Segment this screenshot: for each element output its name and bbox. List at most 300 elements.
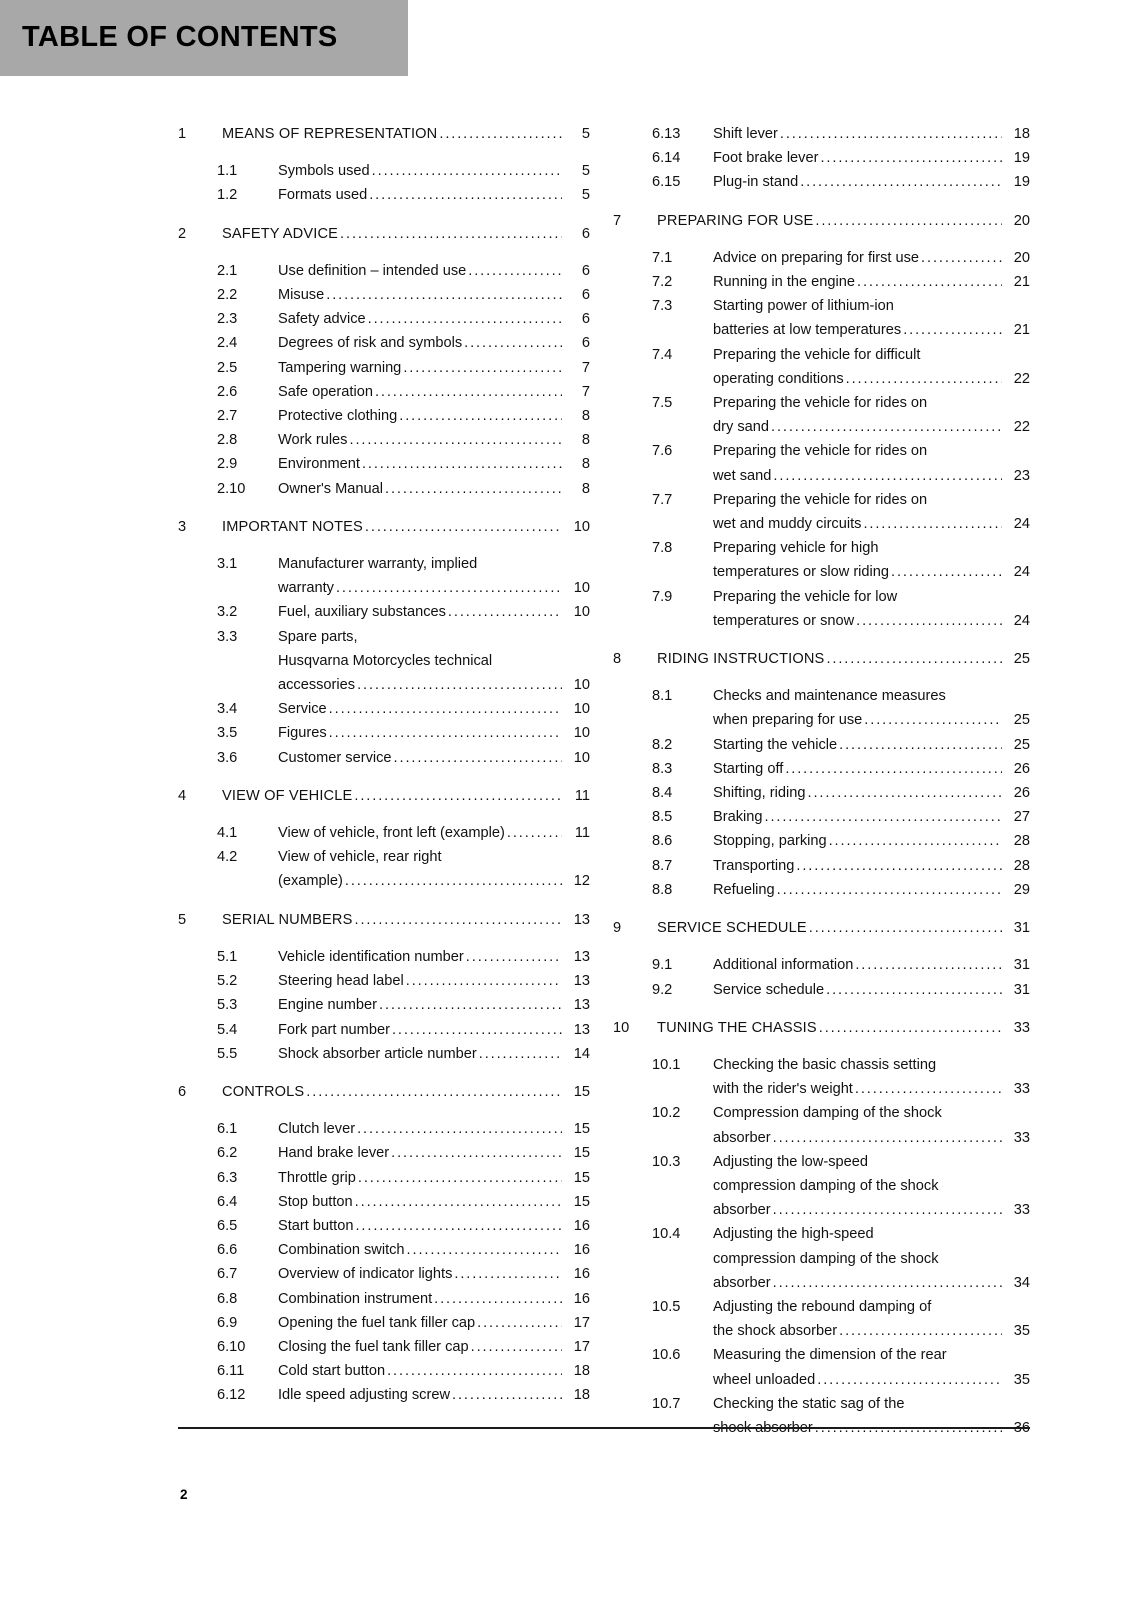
toc-entry-line (713, 757, 1030, 781)
toc-entry-page: 15 (573, 1169, 590, 1186)
toc-entry-page: 8 (581, 456, 590, 473)
toc-entry-title: Manufacturer warranty, implied (278, 556, 478, 573)
toc-leader-dots (921, 246, 1002, 270)
toc-column-right (613, 122, 1030, 1440)
toc-section-entry[interactable] (613, 1295, 1030, 1343)
toc-entry-line (278, 283, 590, 307)
toc-entry-line (713, 439, 1030, 463)
toc-section-entry[interactable] (613, 757, 1030, 781)
toc-entry-number: 6.1 (217, 1121, 238, 1138)
toc-chapter-entry[interactable] (178, 908, 590, 932)
toc-section-entry[interactable] (178, 283, 590, 307)
toc-entry-number: 10.4 (652, 1226, 681, 1243)
toc-entry-title: Cold start button (278, 1363, 386, 1380)
toc-entry-body (222, 515, 590, 539)
toc-section-entry[interactable] (178, 1262, 590, 1286)
toc-section-entry[interactable] (178, 1018, 590, 1042)
toc-entry-title: PREPARING FOR USE (657, 212, 814, 229)
toc-entry-title: Figures (278, 725, 327, 742)
toc-entry-line (713, 1295, 1030, 1319)
toc-section-entry[interactable] (613, 294, 1030, 342)
toc-leader-dots (826, 647, 1002, 671)
toc-entry-page: 15 (573, 1121, 590, 1138)
toc-entry-title: Preparing the vehicle for rides on (713, 395, 928, 412)
toc-entry-body (713, 146, 1030, 170)
toc-section-entry[interactable] (178, 721, 590, 745)
toc-entry-page: 15 (573, 1083, 590, 1100)
toc-entry-page: 11 (574, 825, 590, 842)
toc-entry-title: compression damping of the shock (713, 1250, 939, 1267)
toc-entry-title: shock absorber (713, 1419, 813, 1436)
toc-entry-line (278, 1383, 590, 1407)
toc-entry-page: 7 (581, 383, 590, 400)
toc-leader-dots (856, 609, 1002, 633)
toc-entry-page: 10 (573, 749, 590, 766)
toc-entry-body (713, 978, 1030, 1002)
toc-entry-body (222, 122, 590, 146)
toc-entry-number: 10.1 (652, 1056, 681, 1073)
toc-chapter-entry[interactable] (613, 209, 1030, 233)
toc-section-entry[interactable] (178, 331, 590, 355)
toc-entry-line (713, 536, 1030, 560)
toc-entry-line (713, 464, 1030, 488)
toc-leader-dots (368, 307, 562, 331)
toc-entry-number: 6.2 (217, 1145, 238, 1162)
toc-entry-number: 4.1 (217, 825, 238, 842)
toc-leader-dots (839, 1319, 1002, 1343)
toc-section-entry[interactable] (613, 270, 1030, 294)
toc-section-entry[interactable] (613, 1343, 1030, 1391)
toc-entry-body (278, 1335, 590, 1359)
toc-entry-number: 6.15 (652, 174, 681, 191)
toc-entry-line (278, 1117, 590, 1141)
toc-entry-title: Fork part number (278, 1021, 390, 1038)
toc-chapter-entry[interactable] (178, 515, 590, 539)
toc-entry-number: 6.13 (652, 126, 681, 142)
toc-entry-page: 10 (573, 604, 590, 621)
toc-section-entry[interactable] (178, 945, 590, 969)
toc-entry-number: 10.7 (652, 1395, 681, 1412)
toc-entry-number: 6.8 (217, 1290, 238, 1307)
toc-section-entry[interactable] (613, 1101, 1030, 1149)
toc-chapter-entry[interactable] (178, 222, 590, 246)
toc-entry-page: 7 (581, 359, 590, 376)
toc-entry-body (278, 821, 590, 845)
toc-leader-dots (448, 600, 562, 624)
toc-entry-number: 10.5 (652, 1298, 681, 1315)
toc-entry-line (278, 1214, 590, 1238)
toc-entry-line (278, 452, 590, 476)
toc-entry-number: 7 (613, 212, 622, 229)
toc-entry-line (713, 1101, 1030, 1125)
toc-section-entry[interactable] (178, 821, 590, 845)
toc-entry-page: 10 (573, 580, 590, 597)
toc-entry-title: Husqvarna Motorcycles technical (278, 652, 493, 669)
toc-entry-page: 19 (1013, 150, 1030, 167)
toc-entry-title: SERVICE SCHEDULE (657, 920, 807, 937)
toc-entry-number: 2 (178, 225, 187, 242)
toc-entry-number: 6.7 (217, 1266, 238, 1283)
toc-chapter-entry[interactable] (613, 916, 1030, 940)
toc-section-entry[interactable] (613, 805, 1030, 829)
toc-entry-title: Measuring the dimension of the rear (713, 1347, 947, 1364)
toc-entry-title: Idle speed adjusting screw (278, 1387, 450, 1404)
toc-entry-body (278, 969, 590, 993)
toc-leader-dots (857, 270, 1002, 294)
toc-section-entry[interactable] (178, 259, 590, 283)
toc-entry-title: wet sand (713, 467, 772, 484)
toc-entry-number: 9.2 (652, 981, 673, 998)
toc-entry-title: SERIAL NUMBERS (222, 911, 353, 928)
toc-entry-line (713, 805, 1030, 829)
toc-entry-line (713, 978, 1030, 1002)
toc-section-entry[interactable] (613, 585, 1030, 633)
toc-entry-body (222, 908, 590, 932)
toc-entry-title: Running in the engine (713, 274, 855, 291)
toc-section-entry[interactable] (613, 878, 1030, 902)
toc-entry-page: 10 (573, 518, 590, 535)
toc-section-entry[interactable] (613, 391, 1030, 439)
toc-entry-number: 6.14 (652, 150, 681, 167)
toc-section-entry[interactable] (178, 1359, 590, 1383)
toc-entry-line (278, 625, 590, 649)
footer-divider (178, 1427, 1030, 1429)
toc-section-entry[interactable] (178, 845, 590, 893)
toc-entry-body (278, 307, 590, 331)
toc-entry-line (713, 146, 1030, 170)
toc-leader-dots (329, 697, 562, 721)
toc-section-entry[interactable] (613, 829, 1030, 853)
toc-entry-body (657, 647, 1030, 671)
toc-entry-line (278, 969, 590, 993)
toc-entry-body (278, 1238, 590, 1262)
toc-section-entry[interactable] (178, 356, 590, 380)
toc-leader-dots (773, 1271, 1002, 1295)
toc-entry-page: 33 (1013, 1129, 1030, 1146)
toc-entry-page: 5 (581, 163, 590, 180)
toc-entry-body (278, 1141, 590, 1165)
toc-entry-line (222, 222, 590, 246)
toc-section-entry[interactable] (178, 452, 590, 476)
toc-entry-title: TUNING THE CHASSIS (657, 1019, 817, 1036)
toc-entry-title: MEANS OF REPRESENTATION (222, 126, 438, 142)
toc-leader-dots (399, 404, 562, 428)
toc-section-entry[interactable] (613, 781, 1030, 805)
toc-entry-number: 5 (178, 911, 187, 928)
toc-leader-dots (855, 953, 1002, 977)
toc-entry-line (713, 560, 1030, 584)
toc-entry-number: 8.5 (652, 809, 673, 826)
toc-entry-title: Starting power of lithium-ion (713, 298, 894, 315)
toc-entry-line (713, 1247, 1030, 1271)
toc-entry-number: 2.5 (217, 359, 238, 376)
toc-leader-dots (809, 916, 1002, 940)
toc-section-entry[interactable] (613, 488, 1030, 536)
toc-section-entry[interactable] (178, 1383, 590, 1407)
toc-section-entry[interactable] (178, 1166, 590, 1190)
toc-entry-line (713, 684, 1030, 708)
toc-leader-dots (357, 1117, 562, 1141)
toc-section-entry[interactable] (178, 1141, 590, 1165)
toc-entry-page: 10 (573, 677, 590, 694)
toc-section-entry[interactable] (613, 684, 1030, 732)
toc-entry-body (278, 1190, 590, 1214)
toc-entry-title: Preparing the vehicle for low (713, 588, 898, 605)
toc-entry-number: 8.6 (652, 833, 673, 850)
toc-section-entry[interactable] (613, 1150, 1030, 1223)
toc-entry-number: 10 (613, 1019, 630, 1036)
toc-entry-page: 25 (1013, 651, 1030, 668)
toc-section-entry[interactable] (613, 343, 1030, 391)
toc-entry-line (278, 993, 590, 1017)
toc-entry-body (713, 878, 1030, 902)
toc-entry-number: 6.11 (217, 1363, 245, 1380)
toc-section-entry[interactable] (178, 1311, 590, 1335)
toc-section-entry[interactable] (178, 600, 590, 624)
toc-leader-dots (764, 805, 1002, 829)
toc-entry-number: 10.2 (652, 1105, 681, 1122)
toc-entry-title: operating conditions (713, 370, 844, 387)
toc-entry-number: 2.7 (217, 408, 238, 425)
toc-entry-line (713, 1174, 1030, 1198)
toc-entry-title: warranty (278, 580, 334, 597)
toc-leader-dots (796, 854, 1002, 878)
toc-entry-page: 15 (573, 1193, 590, 1210)
toc-entry-body (278, 428, 590, 452)
toc-section-entry[interactable] (613, 122, 1030, 146)
toc-section-entry[interactable] (178, 746, 590, 770)
toc-entry-line (278, 746, 590, 770)
toc-leader-dots (406, 969, 562, 993)
toc-entry-body (713, 1392, 1030, 1440)
toc-entry-page: 21 (1013, 322, 1030, 339)
toc-entry-number: 3.5 (217, 725, 238, 742)
toc-entry-title: Combination instrument (278, 1290, 433, 1307)
toc-entry-line (278, 356, 590, 380)
toc-leader-dots (358, 1166, 562, 1190)
toc-entry-number: 7.2 (652, 274, 673, 291)
toc-entry-body (278, 1262, 590, 1286)
toc-leader-dots (349, 428, 562, 452)
toc-entry-body (713, 1222, 1030, 1295)
toc-section-entry[interactable] (178, 1042, 590, 1066)
toc-chapter-entry[interactable] (613, 647, 1030, 671)
toc-section-entry[interactable] (613, 1053, 1030, 1101)
toc-entry-number: 6.9 (217, 1314, 238, 1331)
toc-entry-body (713, 585, 1030, 633)
toc-section-entry[interactable] (178, 307, 590, 331)
toc-entry-line (713, 708, 1030, 732)
toc-entry-line (278, 428, 590, 452)
toc-entry-title: Overview of indicator lights (278, 1266, 453, 1283)
toc-entry-body (278, 721, 590, 745)
toc-entry-line (713, 1126, 1030, 1150)
toc-entry-title: Additional information (713, 957, 854, 974)
toc-section-entry[interactable] (613, 733, 1030, 757)
toc-entry-body (713, 391, 1030, 439)
toc-section-entry[interactable] (178, 993, 590, 1017)
toc-section-entry[interactable] (178, 159, 590, 183)
toc-section-entry[interactable] (178, 969, 590, 993)
toc-entry-title: Symbols used (278, 163, 370, 180)
toc-chapter-entry[interactable] (178, 1080, 590, 1104)
toc-entry-body (278, 1166, 590, 1190)
toc-chapter-entry[interactable] (613, 1016, 1030, 1040)
toc-section-entry[interactable] (613, 1392, 1030, 1440)
toc-entry-body (278, 1117, 590, 1141)
toc-entry-title: Transporting (713, 857, 795, 874)
toc-entry-page: 24 (1013, 516, 1030, 533)
toc-entry-number: 6.6 (217, 1242, 238, 1259)
toc-entry-body (713, 1150, 1030, 1223)
toc-section-entry[interactable] (613, 854, 1030, 878)
toc-entry-title: dry sand (713, 419, 769, 436)
toc-entry-title: Use definition – intended use (278, 262, 467, 279)
toc-leader-dots (855, 1077, 1002, 1101)
toc-entry-number: 1.2 (217, 187, 238, 204)
toc-entry-page: 28 (1013, 857, 1030, 874)
toc-leader-dots (819, 1016, 1002, 1040)
toc-entry-title: the shock absorber (713, 1323, 838, 1340)
toc-entry-line (713, 829, 1030, 853)
toc-entry-line (278, 1335, 590, 1359)
toc-section-entry[interactable] (178, 380, 590, 404)
toc-entry-number: 5.3 (217, 997, 238, 1014)
toc-entry-body (713, 854, 1030, 878)
toc-entry-body (278, 1287, 590, 1311)
toc-entry-number: 2.2 (217, 287, 238, 304)
toc-entry-page: 13 (573, 911, 590, 928)
toc-entry-page: 26 (1013, 785, 1030, 802)
toc-entry-number: 9 (613, 920, 622, 937)
toc-entry-page: 31 (1013, 920, 1030, 937)
toc-entry-number: 3.6 (217, 749, 238, 766)
toc-entry-line (278, 1287, 590, 1311)
toc-leader-dots (340, 222, 562, 246)
toc-section-entry[interactable] (178, 1287, 590, 1311)
toc-leader-dots (407, 1238, 562, 1262)
toc-entry-body (713, 270, 1030, 294)
toc-entry-line (713, 391, 1030, 415)
toc-entry-line (713, 1368, 1030, 1392)
toc-entry-line (278, 1166, 590, 1190)
toc-entry-line (278, 331, 590, 355)
toc-section-entry[interactable] (613, 439, 1030, 487)
toc-section-entry[interactable] (178, 1335, 590, 1359)
toc-entry-title: Throttle grip (278, 1169, 356, 1186)
toc-section-entry[interactable] (178, 1238, 590, 1262)
toc-entry-line (278, 600, 590, 624)
toc-entry-line (713, 318, 1030, 342)
toc-section-entry[interactable] (178, 1214, 590, 1238)
toc-leader-dots (864, 708, 1002, 732)
toc-entry-number: 7.3 (652, 298, 673, 315)
toc-section-entry[interactable] (613, 953, 1030, 977)
toc-entry-number: 8.2 (652, 736, 673, 753)
toc-entry-number: 5.5 (217, 1045, 238, 1062)
toc-leader-dots (466, 945, 562, 969)
toc-chapter-entry[interactable] (178, 122, 590, 146)
toc-section-entry[interactable] (613, 1222, 1030, 1295)
toc-section-entry[interactable] (613, 978, 1030, 1002)
toc-entry-body (713, 294, 1030, 342)
toc-section-entry[interactable] (178, 428, 590, 452)
toc-entry-line (713, 170, 1030, 194)
toc-section-entry[interactable] (178, 183, 590, 207)
toc-leader-dots (817, 1368, 1002, 1392)
toc-entry-body (278, 404, 590, 428)
toc-entry-line (713, 343, 1030, 367)
toc-section-entry[interactable] (178, 404, 590, 428)
toc-section-entry[interactable] (178, 552, 590, 600)
toc-entry-line (278, 845, 590, 869)
toc-entry-line (713, 367, 1030, 391)
toc-leader-dots (362, 452, 562, 476)
toc-entry-body (278, 1383, 590, 1407)
toc-section-entry[interactable] (178, 477, 590, 501)
toc-entry-page: 23 (1013, 467, 1030, 484)
toc-section-entry[interactable] (613, 146, 1030, 170)
toc-entry-body (713, 781, 1030, 805)
toc-entry-line (278, 1042, 590, 1066)
toc-entry-page: 36 (1013, 1419, 1030, 1436)
toc-entry-title: Clutch lever (278, 1121, 356, 1138)
toc-entry-body (278, 1018, 590, 1042)
toc-leader-dots (815, 209, 1002, 233)
toc-leader-dots (392, 1018, 562, 1042)
toc-entry-number: 6.5 (217, 1217, 238, 1234)
toc-entry-title: Shifting, riding (713, 785, 806, 802)
toc-leader-dots (379, 993, 562, 1017)
toc-section-entry[interactable] (178, 625, 590, 698)
toc-leader-dots (471, 1335, 562, 1359)
toc-entry-number: 6.12 (217, 1387, 246, 1404)
toc-entry-title: Shift lever (713, 126, 778, 142)
toc-entry-page: 22 (1013, 370, 1030, 387)
toc-entry-number: 3.2 (217, 604, 238, 621)
toc-entry-line (278, 821, 590, 845)
toc-section-entry[interactable] (613, 246, 1030, 270)
toc-entry-title: Starting off (713, 760, 784, 777)
toc-section-entry[interactable] (178, 1190, 590, 1214)
toc-entry-line (278, 404, 590, 428)
toc-entry-title: Engine number (278, 997, 377, 1014)
toc-entry-page: 34 (1013, 1274, 1030, 1291)
toc-entry-number: 10.6 (652, 1347, 681, 1364)
toc-entry-page: 27 (1013, 809, 1030, 826)
toc-leader-dots (326, 283, 562, 307)
toc-entry-line (713, 878, 1030, 902)
toc-entry-title: Adjusting the low-speed (713, 1153, 868, 1170)
toc-entry-number: 3 (178, 518, 187, 535)
toc-entry-title: Tampering warning (278, 359, 402, 376)
toc-entry-page: 33 (1013, 1202, 1030, 1219)
toc-entry-number: 7.8 (652, 540, 673, 557)
toc-entry-body (713, 122, 1030, 146)
toc-entry-line (278, 1018, 590, 1042)
toc-section-entry[interactable] (613, 170, 1030, 194)
toc-entry-body (278, 625, 590, 698)
toc-section-entry[interactable] (178, 697, 590, 721)
toc-section-entry[interactable] (613, 536, 1030, 584)
toc-entry-line (713, 1222, 1030, 1246)
toc-entry-body (222, 1080, 590, 1104)
toc-leader-dots (387, 1359, 562, 1383)
toc-entry-title: Closing the fuel tank filler cap (278, 1338, 469, 1355)
toc-section-entry[interactable] (178, 1117, 590, 1141)
toc-chapter-entry[interactable] (178, 784, 590, 808)
toc-entry-line (657, 1016, 1030, 1040)
